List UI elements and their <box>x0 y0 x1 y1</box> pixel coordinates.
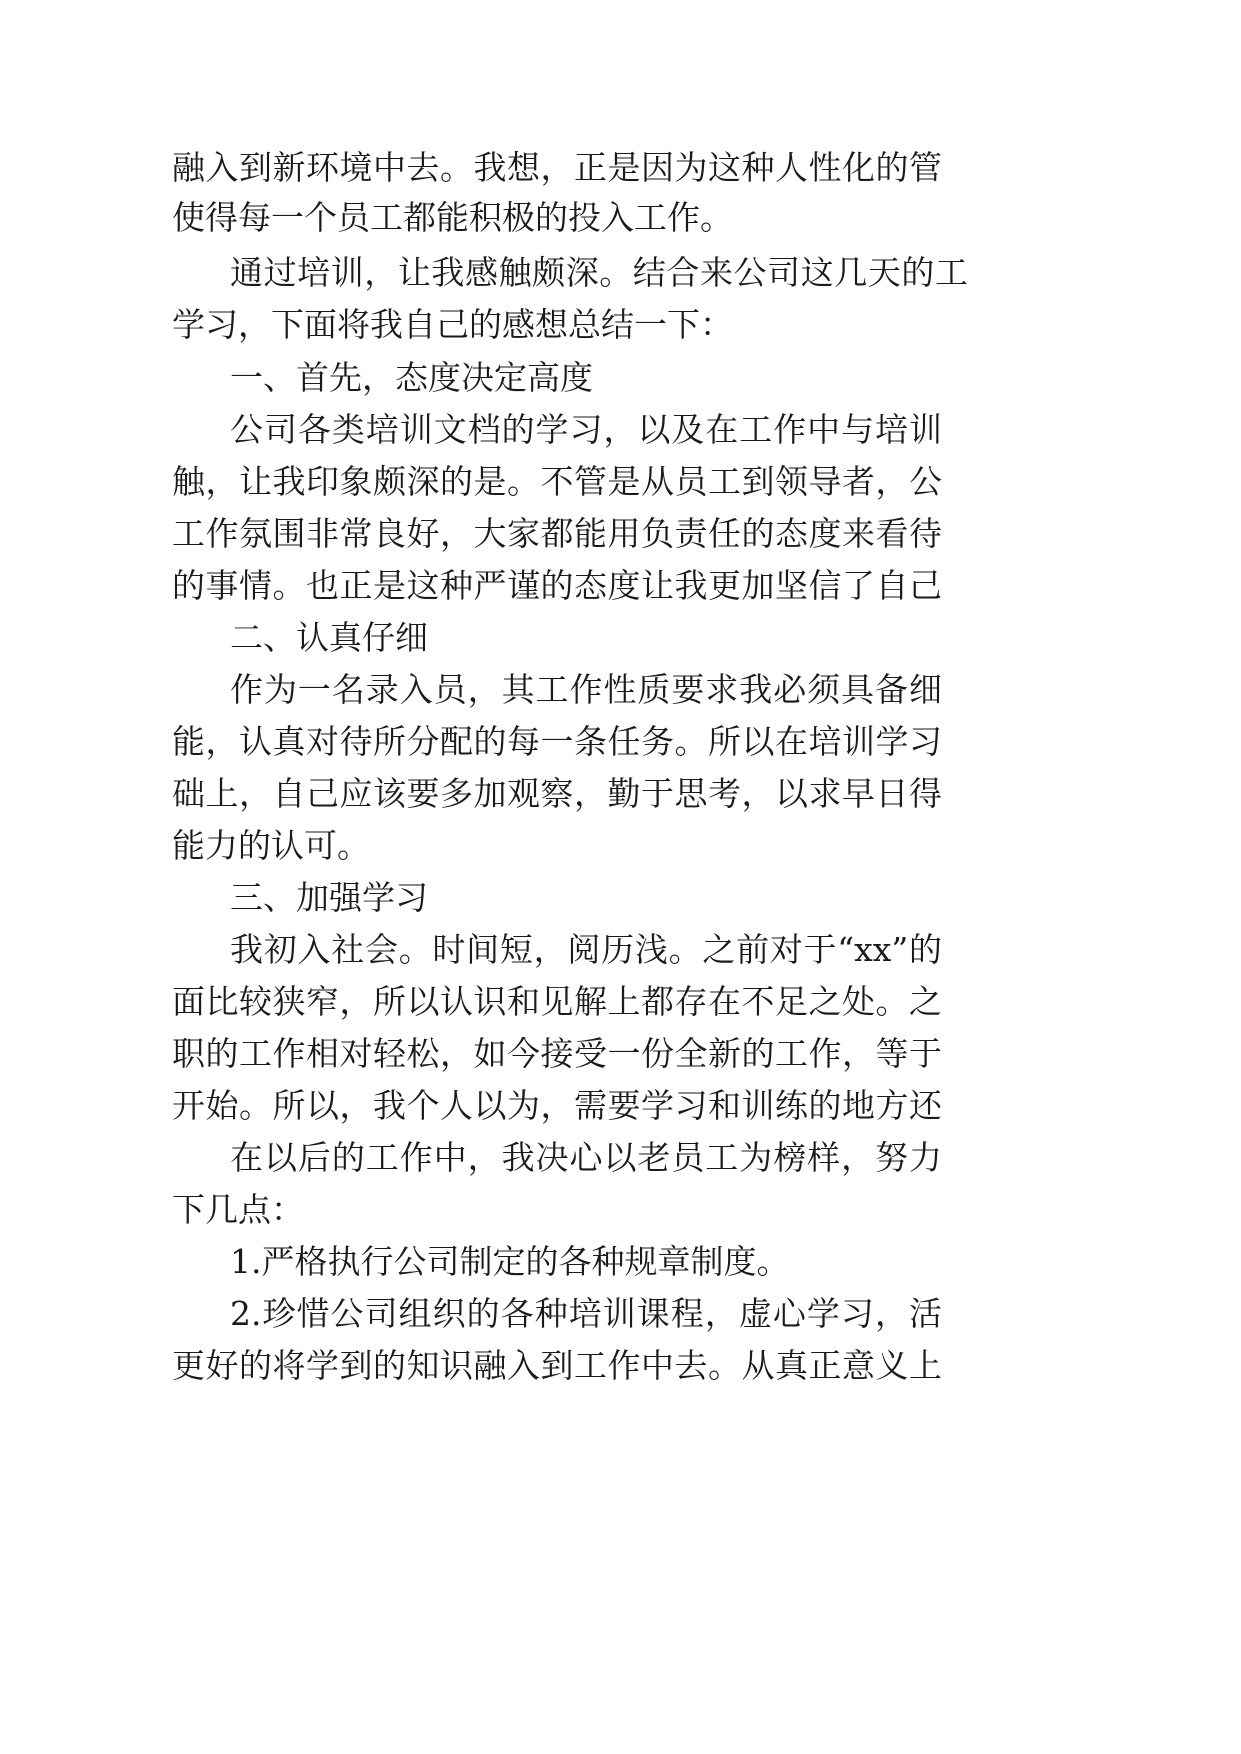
text-line: 工作氛围非常良好，大家都能用负责任的态度来看待 <box>172 514 942 553</box>
text-line: 触，让我印象颇深的是。不管是从员工到领导者，公 <box>172 462 942 501</box>
text-line: 能，认真对待所分配的每一条任务。所以在培训学习 <box>172 722 942 761</box>
section-heading: 二、认真仔细 <box>230 618 428 657</box>
text-line: 融入到新环境中去。我想，正是因为这种人性化的管 <box>172 148 942 187</box>
text-line: 更好的将学到的知识融入到工作中去。从真正意义上 <box>172 1346 942 1385</box>
text-line: 公司各类培训文档的学习，以及在工作中与培训 <box>230 410 942 449</box>
text-line: 的事情。也正是这种严谨的态度让我更加坚信了自己 <box>172 566 942 605</box>
section-heading: 三、加强学习 <box>230 878 428 917</box>
text-line: 作为一名录入员，其工作性质要求我必须具备细 <box>230 670 942 709</box>
text-line: 础上，自己应该要多加观察，勤于思考，以求早日得 <box>172 774 942 813</box>
text-line: 使得每一个员工都能积极的投入工作。 <box>172 198 733 237</box>
text-line: 下几点： <box>172 1190 304 1229</box>
text-line: 我初入社会。时间短，阅历浅。之前对于“xx”的 <box>230 930 942 969</box>
list-item: 2.珍惜公司组织的各种培训课程，虚心学习，活 <box>230 1294 942 1333</box>
section-heading: 一、首先，态度决定高度 <box>230 358 593 397</box>
text-line: 通过培训，让我感触颇深。结合来公司这几天的工 <box>230 253 968 292</box>
text-line: 开始。所以，我个人以为，需要学习和训练的地方还 <box>172 1086 942 1125</box>
text-line: 在以后的工作中，我决心以老员工为榜样，努力 <box>230 1138 942 1177</box>
text-line: 能力的认可。 <box>172 826 370 865</box>
text-line: 面比较狭窄，所以认识和见解上都存在不足之处。之 <box>172 982 942 1021</box>
text-line: 学习，下面将我自己的感想总结一下： <box>172 305 733 344</box>
text-line: 职的工作相对轻松，如今接受一份全新的工作，等于 <box>172 1034 942 1073</box>
list-item: 1.严格执行公司制定的各种规章制度。 <box>230 1242 790 1281</box>
